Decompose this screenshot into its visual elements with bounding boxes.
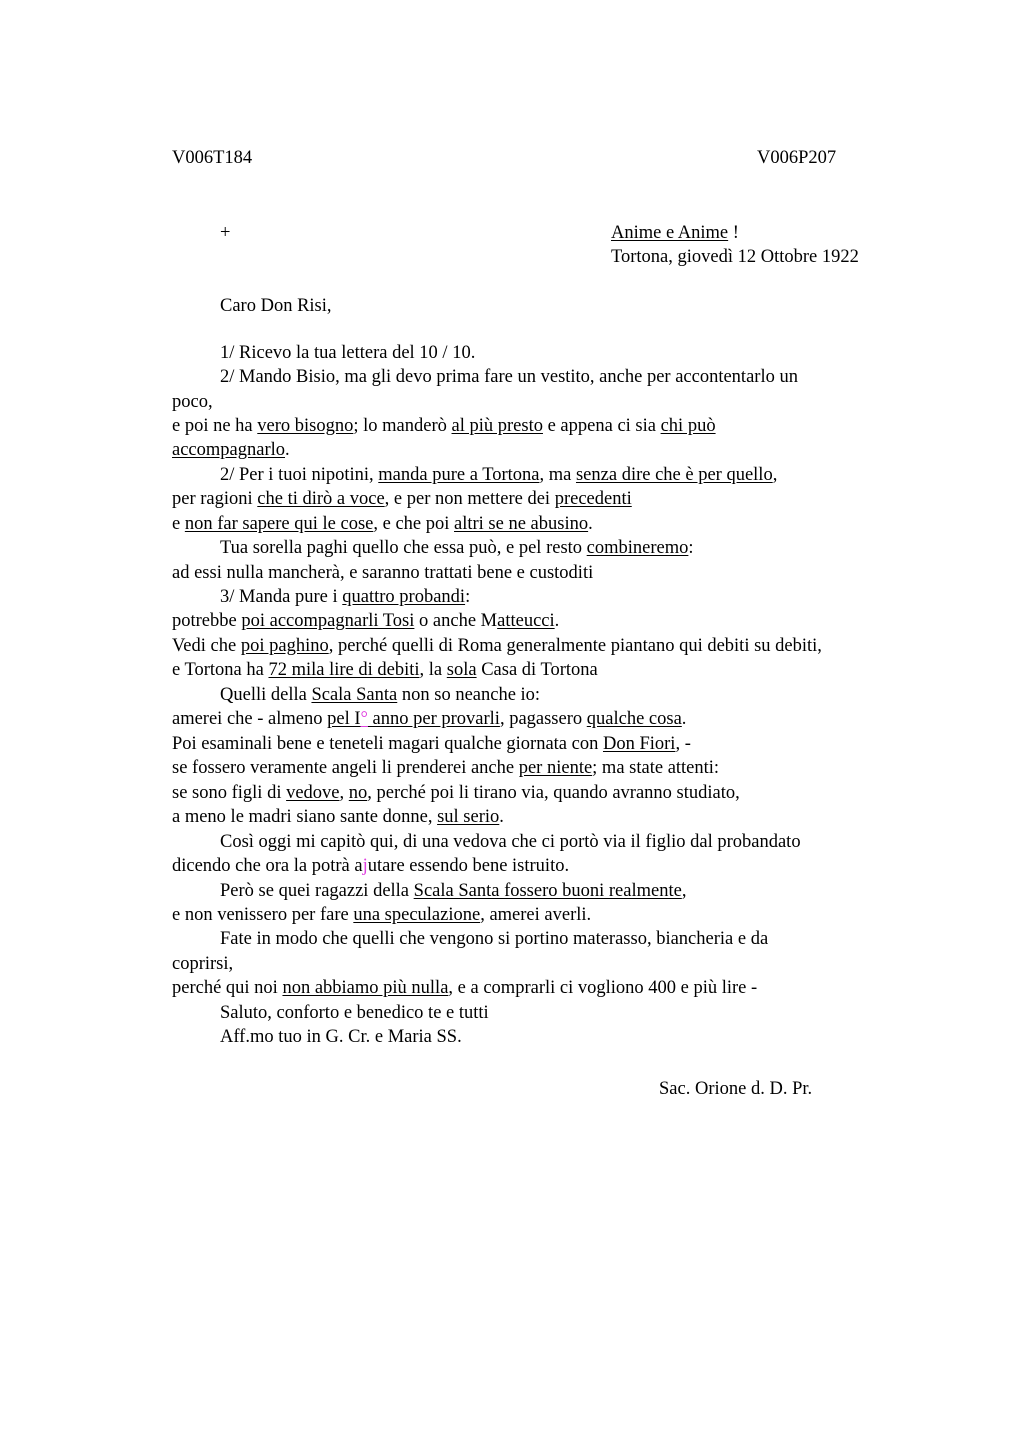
text-segment: poco, xyxy=(172,392,213,412)
text-segment: 3/ Manda pure i xyxy=(220,587,343,607)
body-line xyxy=(172,634,822,658)
text-segment: non so neanche io: xyxy=(397,685,541,705)
text-segment: utare essendo bene istruito. xyxy=(367,856,570,876)
text-segment: , e per non mettere dei xyxy=(384,489,555,509)
body-line xyxy=(172,487,632,511)
text-segment: Saluto, conforto e benedico te e tutti xyxy=(220,1003,489,1023)
body-line xyxy=(172,781,740,805)
text-segment: 2/ Per i tuoi nipotini, xyxy=(220,465,379,485)
text-segment: , ma xyxy=(539,465,576,485)
text-segment: , - xyxy=(675,734,691,754)
text-segment: amerei che - almeno xyxy=(172,709,328,729)
underlined-text: qualche cosa xyxy=(586,709,682,729)
body-line xyxy=(220,536,694,560)
text-segment: 2/ Mando Bisio, ma gli devo prima fare un vestito, anche per accontentarlo un xyxy=(220,367,798,387)
underlined-text: combineremo xyxy=(586,538,689,558)
salutation: Caro Don Risi, xyxy=(220,296,332,316)
underlined-text: pel I xyxy=(327,709,361,729)
underlined-text: sul serio xyxy=(437,807,500,827)
header-left-code: V006T184 xyxy=(172,148,253,168)
underlined-text: vedove xyxy=(286,783,340,803)
text-segment: e non venissero per fare xyxy=(172,905,354,925)
underlined-text: anno per provarli xyxy=(367,709,500,729)
body-line xyxy=(220,1025,462,1049)
text-segment: Poi esaminali bene e teneteli magari qualche giornata con xyxy=(172,734,603,754)
text-segment: se sono figli di xyxy=(172,783,287,803)
text-segment: a meno le madri siano sante donne, xyxy=(172,807,438,827)
text-segment: ad essi nulla mancherà, e saranno trattati bene e custoditi xyxy=(172,563,594,583)
text-segment: . xyxy=(588,514,593,534)
underlined-text: che ti dirò a voce xyxy=(257,489,385,509)
text-segment: , xyxy=(681,881,687,901)
letter-title-suffix: ! xyxy=(728,223,739,243)
letter-title-text: Anime e Anime xyxy=(611,223,729,243)
text-segment: Però se quei ragazzi della xyxy=(220,881,414,901)
underlined-text: ° xyxy=(360,709,368,729)
text-segment: Quelli della xyxy=(220,685,312,705)
underlined-text: 72 mila lire di debiti xyxy=(268,660,420,680)
underlined-text: non far sapere qui le cose xyxy=(184,514,374,534)
body-line xyxy=(172,952,233,976)
text-segment: , pagassero xyxy=(499,709,587,729)
underlined-text: sola xyxy=(446,660,477,680)
text-segment: ; ma state attenti: xyxy=(592,758,720,778)
text-segment: . xyxy=(285,440,290,460)
text-segment: e Tortona ha xyxy=(172,660,269,680)
body-line xyxy=(220,879,686,903)
body-line xyxy=(172,756,719,780)
underlined-text: una speculazione xyxy=(353,905,481,925)
underlined-text: atteucci xyxy=(497,611,555,631)
body-line xyxy=(172,976,757,1000)
text-segment: o anche M xyxy=(414,611,498,631)
underlined-text: altri se ne abusino xyxy=(454,514,589,534)
body-line xyxy=(172,438,290,462)
body-line xyxy=(172,854,569,878)
text-segment: , la xyxy=(419,660,447,680)
text-segment: Tua sorella paghi quello che essa può, e pel resto xyxy=(220,538,587,558)
text-segment: . xyxy=(554,611,560,631)
text-segment: , xyxy=(339,783,349,803)
underlined-text: chi può xyxy=(660,416,716,436)
letter-title xyxy=(611,223,739,244)
text-segment: e poi ne ha xyxy=(172,416,258,436)
body-line xyxy=(172,414,716,438)
text-segment: Casa di Tortona xyxy=(476,660,598,680)
text-segment: dicendo che ora la potrà a xyxy=(172,856,363,876)
text-segment: 1/ Ricevo la tua lettera del 10 / 10. xyxy=(220,343,476,363)
body-line xyxy=(220,341,475,365)
text-segment: per ragioni xyxy=(172,489,258,509)
text-segment: . xyxy=(499,807,504,827)
body-line xyxy=(172,512,593,536)
text-segment: e appena ci sia xyxy=(542,416,661,436)
underlined-text: quattro probandi xyxy=(342,587,466,607)
underlined-text: accompagnarlo xyxy=(172,440,285,460)
body-line xyxy=(172,903,591,927)
underlined-text: vero bisogno xyxy=(257,416,354,436)
text-segment: , e a comprarli ci vogliono 400 e più lire - xyxy=(448,978,758,998)
text-segment: perché qui noi xyxy=(172,978,283,998)
body-line xyxy=(220,830,801,854)
text-segment: Aff.mo tuo in G. Cr. e Maria SS. xyxy=(220,1027,462,1047)
text-segment: Così oggi mi capitò qui, di una vedova che ci portò via il figlio dal probandato xyxy=(220,832,801,852)
text-segment: j xyxy=(362,856,368,876)
body-line xyxy=(172,390,213,414)
text-segment: e xyxy=(172,514,185,534)
underlined-text: poi paghino xyxy=(240,636,329,656)
text-segment: ; lo manderò xyxy=(353,416,452,436)
text-segment: coprirsi, xyxy=(172,954,234,974)
text-segment: , e che poi xyxy=(373,514,455,534)
body-line xyxy=(172,707,686,731)
header-right-code: V006P207 xyxy=(757,148,837,168)
underlined-text: precedenti xyxy=(554,489,632,509)
underlined-text: Don Fiori xyxy=(602,734,676,754)
text-segment: : xyxy=(465,587,471,607)
underlined-text: manda pure a Tortona xyxy=(378,465,540,485)
text-segment: Fate in modo che quelli che vengono si portino materasso, biancheria e da xyxy=(220,929,769,949)
text-segment: , amerei averli. xyxy=(480,905,592,925)
underlined-text: non abbiamo più nulla xyxy=(282,978,449,998)
body-line xyxy=(220,365,798,389)
text-segment: . xyxy=(681,709,687,729)
underlined-text: Scala Santa fossero buoni realmente xyxy=(413,881,682,901)
text-segment: potrebbe xyxy=(172,611,242,631)
underlined-text: Scala Santa xyxy=(311,685,398,705)
body-line xyxy=(220,463,777,487)
signature: Sac. Orione d. D. Pr. xyxy=(659,1079,813,1099)
text-segment: , perché quelli di Roma generalmente piantano qui debiti su debiti, xyxy=(328,636,822,656)
body-line xyxy=(172,609,559,633)
underlined-text: senza dire che è per quello xyxy=(575,465,773,485)
text-segment: Vedi che xyxy=(172,636,241,656)
body-line xyxy=(172,732,691,756)
text-segment: : xyxy=(688,538,694,558)
cross-symbol: + xyxy=(220,223,231,243)
underlined-text: per niente xyxy=(518,758,593,778)
underlined-text: no xyxy=(348,783,368,803)
body-line xyxy=(220,683,540,707)
text-segment: , perché poi li tirano via, quando avranno studiato, xyxy=(367,783,740,803)
text-segment: se fossero veramente angeli li prenderei anche xyxy=(172,758,519,778)
underlined-text: al più presto xyxy=(451,416,543,436)
body-line xyxy=(172,658,598,682)
body-line xyxy=(172,805,504,829)
body-line xyxy=(172,561,593,585)
body-line xyxy=(220,1001,489,1025)
body-line xyxy=(220,927,768,951)
date-line: Tortona, giovedì 12 Ottobre 1922 xyxy=(611,247,859,267)
text-segment: , xyxy=(772,465,778,485)
underlined-text: poi accompagnarli Tosi xyxy=(241,611,415,631)
body-line xyxy=(220,585,470,609)
